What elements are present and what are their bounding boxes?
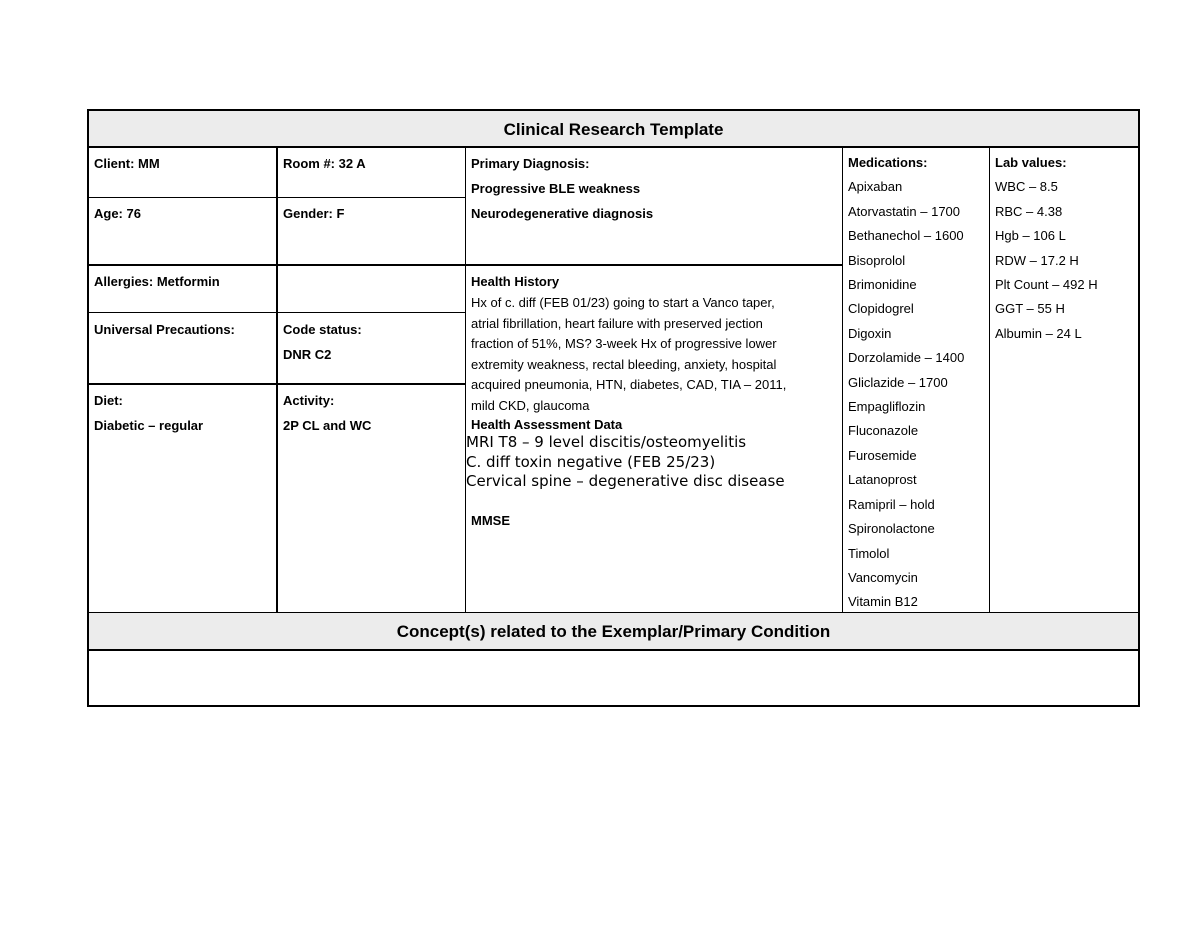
medication-item: Bisoprolol	[848, 252, 906, 268]
diet-section	[94, 388, 274, 438]
primary-diagnosis-line: Neurodegenerative diagnosis	[471, 206, 654, 221]
lab-value-item: RBC – 4.38	[995, 203, 1063, 219]
divider-row-1	[89, 197, 465, 198]
health-history-line: atrial fibrillation, heart failure with preserved jection	[471, 315, 763, 331]
health-assessment-line: MRI T8 – 9 level discitis/osteomyelitis	[466, 433, 747, 451]
activity-value: 2P CL and WC	[283, 418, 372, 433]
age-field: Age: 76	[94, 206, 141, 221]
medication-item: Clopidogrel	[848, 301, 914, 317]
health-assessment-line: Cervical spine – degenerative disc disease	[466, 472, 785, 490]
primary-diagnosis-line: Progressive BLE weakness	[471, 181, 641, 196]
lab-value-item: Albumin – 24 L	[995, 325, 1082, 341]
divider-col-3	[842, 148, 843, 612]
code-status-section	[283, 317, 463, 367]
divider-col-2	[465, 148, 466, 612]
health-history-line: extremity weakness, rectal bleeding, anxiety, hospital	[471, 356, 777, 372]
health-history-section	[466, 269, 839, 533]
template-title: Clinical Research Template	[89, 111, 1138, 148]
divider-row-2	[89, 264, 842, 266]
health-history-line: acquired pneumonia, HTN, diabetes, CAD, TIA – 2011,	[471, 377, 787, 392]
medication-item: Digoxin	[848, 325, 892, 341]
gender-field: Gender: F	[283, 206, 345, 221]
mmse-label: MMSE	[471, 512, 510, 528]
room-field: Room #: 32 A	[283, 156, 366, 171]
health-assessment-heading: Health Assessment Data	[471, 417, 623, 432]
medication-item: Ramipril – hold	[848, 496, 935, 512]
client-field: Client: MM	[94, 156, 160, 171]
medications-section	[848, 151, 988, 615]
universal-precautions-field: Universal Precautions:	[94, 322, 235, 337]
activity-section	[283, 388, 463, 438]
lab-value-item: RDW – 17.2 H	[995, 252, 1079, 268]
medication-item: Bethanechol – 1600	[848, 228, 964, 244]
diet-value: Diabetic – regular	[94, 418, 204, 433]
lab-values-heading: Lab values:	[995, 155, 1067, 170]
medication-item: Empagliflozin	[848, 399, 926, 415]
code-status-value: DNR C2	[283, 347, 332, 362]
code-status-heading: Code status:	[283, 322, 362, 337]
medication-item: Fluconazole	[848, 423, 919, 439]
divider-col-1	[276, 148, 278, 612]
medication-item: Timolol	[848, 545, 890, 561]
health-history-line: fraction of 51%, MS? 3-week Hx of progressive lower	[471, 336, 777, 351]
concepts-content	[94, 655, 1134, 703]
primary-diagnosis-section	[471, 151, 839, 226]
health-history-line: Hx of c. diff (FEB 01/23) going to start a Vanco taper,	[471, 295, 775, 310]
medication-item: Spironolactone	[848, 521, 935, 537]
medications-heading: Medications:	[848, 155, 928, 170]
lab-value-item: Hgb – 106 L	[995, 228, 1066, 244]
lab-value-item: GGT – 55 H	[995, 301, 1065, 317]
medication-item: Atorvastatin – 1700	[848, 203, 961, 219]
concepts-heading: Concept(s) related to the Exemplar/Primary Condition	[89, 612, 1138, 651]
health-history-line: mild CKD, glaucoma	[471, 397, 590, 413]
activity-heading: Activity:	[283, 393, 335, 408]
clinical-template-table	[87, 109, 1140, 707]
health-history-heading: Health History	[471, 274, 560, 289]
diet-heading: Diet:	[94, 393, 123, 408]
medication-item: Brimonidine	[848, 277, 917, 293]
health-assessment-lines	[466, 433, 839, 492]
lab-value-item: Plt Count – 492 H	[995, 277, 1098, 293]
medication-item: Vancomycin	[848, 569, 918, 585]
primary-diagnosis-heading: Primary Diagnosis:	[471, 156, 590, 171]
allergies-field: Allergies: Metformin	[94, 274, 220, 289]
lab-value-item: WBC – 8.5	[995, 179, 1058, 195]
medication-item: Furosemide	[848, 447, 917, 463]
divider-row-4	[89, 383, 465, 385]
medication-item: Dorzolamide – 1400	[848, 350, 965, 366]
medication-item: Vitamin B12	[848, 594, 918, 610]
divider-row-3	[89, 312, 465, 313]
medication-item: Gliclazide – 1700	[848, 374, 948, 390]
health-assessment-line: C. diff toxin negative (FEB 25/23)	[466, 452, 716, 471]
divider-col-4	[989, 148, 990, 612]
medication-item: Latanoprost	[848, 472, 917, 488]
lab-values-section	[995, 151, 1135, 346]
health-history-text	[471, 293, 839, 416]
medication-item: Apixaban	[848, 179, 903, 195]
